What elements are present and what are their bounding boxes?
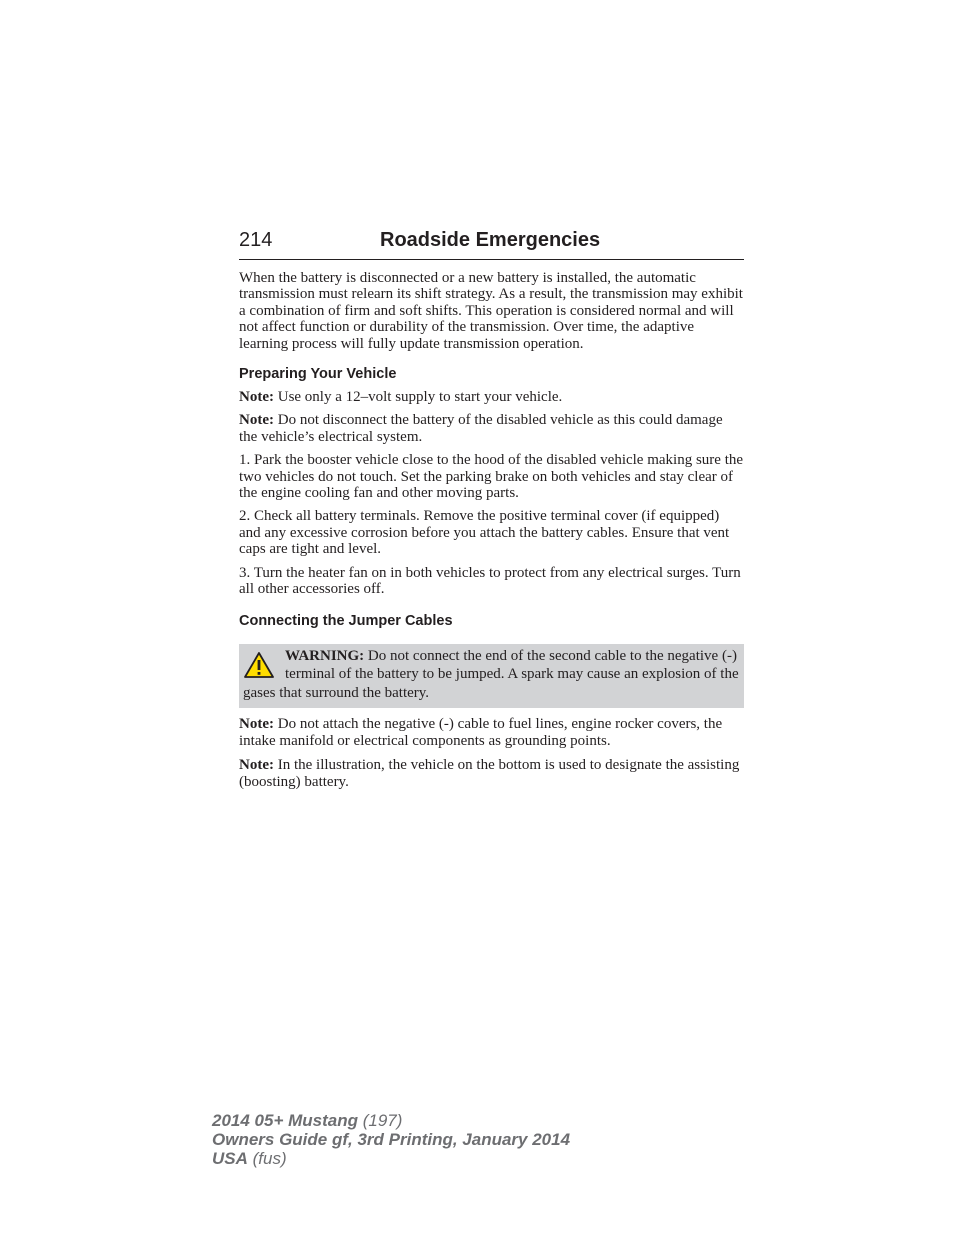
manual-page <box>239 229 744 790</box>
footer-line-3 <box>212 1149 570 1168</box>
note-grounding <box>239 716 744 749</box>
note-text: Do not attach the negative (-) cable to fuel lines, engine rocker covers, the intake manifold or electrical components as grounding points. <box>239 716 723 749</box>
note-label: Note: <box>239 716 274 733</box>
note-label: Note: <box>239 412 274 429</box>
page-number: 214 <box>239 229 273 251</box>
footer-printing: Owners Guide gf, 3rd Printing, January 2014 <box>212 1130 571 1149</box>
connecting-heading: Connecting the Jumper Cables <box>239 612 453 629</box>
preparing-heading: Preparing Your Vehicle <box>239 366 397 383</box>
step-3: 3. Turn the heater fan on in both vehicles to protect from any electrical surges. Turn all other accessories off. <box>239 564 741 598</box>
page-footer <box>212 1111 570 1168</box>
footer-model: 2014 05+ Mustang <box>212 1111 358 1130</box>
warning-body: Do not connect the end of the second cable to the negative (-) terminal of the battery to be jumped. A spark may cause an explosion of the gases that surround the battery. <box>243 647 739 701</box>
step-1: 1. Park the booster vehicle close to the hood of the disabled vehicle making sure the two vehicles do not touch. Set the parking brake on both vehicles and stay clear of the engine cooling fan and other moving parts. <box>239 452 744 502</box>
footer-lang: (fus) <box>247 1149 287 1168</box>
note-text: Use only a 12–volt supply to start your vehicle. <box>273 389 563 406</box>
page-header <box>239 229 744 260</box>
footer-line-2 <box>212 1130 570 1149</box>
warning-label: WARNING: <box>285 647 365 664</box>
footer-code: (197) <box>358 1111 403 1130</box>
warning-text <box>243 647 740 703</box>
note-label: Note: <box>239 757 274 774</box>
warning-triangle-icon <box>243 651 275 679</box>
note-voltage <box>239 389 744 405</box>
footer-market: USA <box>212 1149 248 1168</box>
note-disconnect <box>239 412 744 445</box>
note-label: Note: <box>239 389 274 406</box>
note-text: In the illustration, the vehicle on the bottom is used to designate the assisting (boosting) battery. <box>239 757 740 790</box>
step-2: 2. Check all battery terminals. Remove the positive terminal cover (if equipped) and any excessive corrosion before you attach the battery cables. Ensure that vent caps are tight and level. <box>239 508 730 558</box>
note-text: Do not disconnect the battery of the disabled vehicle as this could damage the vehicle’s electrical system. <box>239 412 723 445</box>
note-illustration <box>239 757 744 790</box>
warning-box <box>239 644 744 709</box>
footer-line-1 <box>212 1111 570 1130</box>
intro-paragraph: When the battery is disconnected or a new battery is installed, the automatic transmission must relearn its shift strategy. As a result, the transmission may exhibit a combination of firm and soft shifts. This operation is considered normal and will not affect function or durability of the transmission. Over time, the adaptive learning process will fully update transmission operation. <box>239 270 743 352</box>
section-title: Roadside Emergencies <box>380 229 601 251</box>
